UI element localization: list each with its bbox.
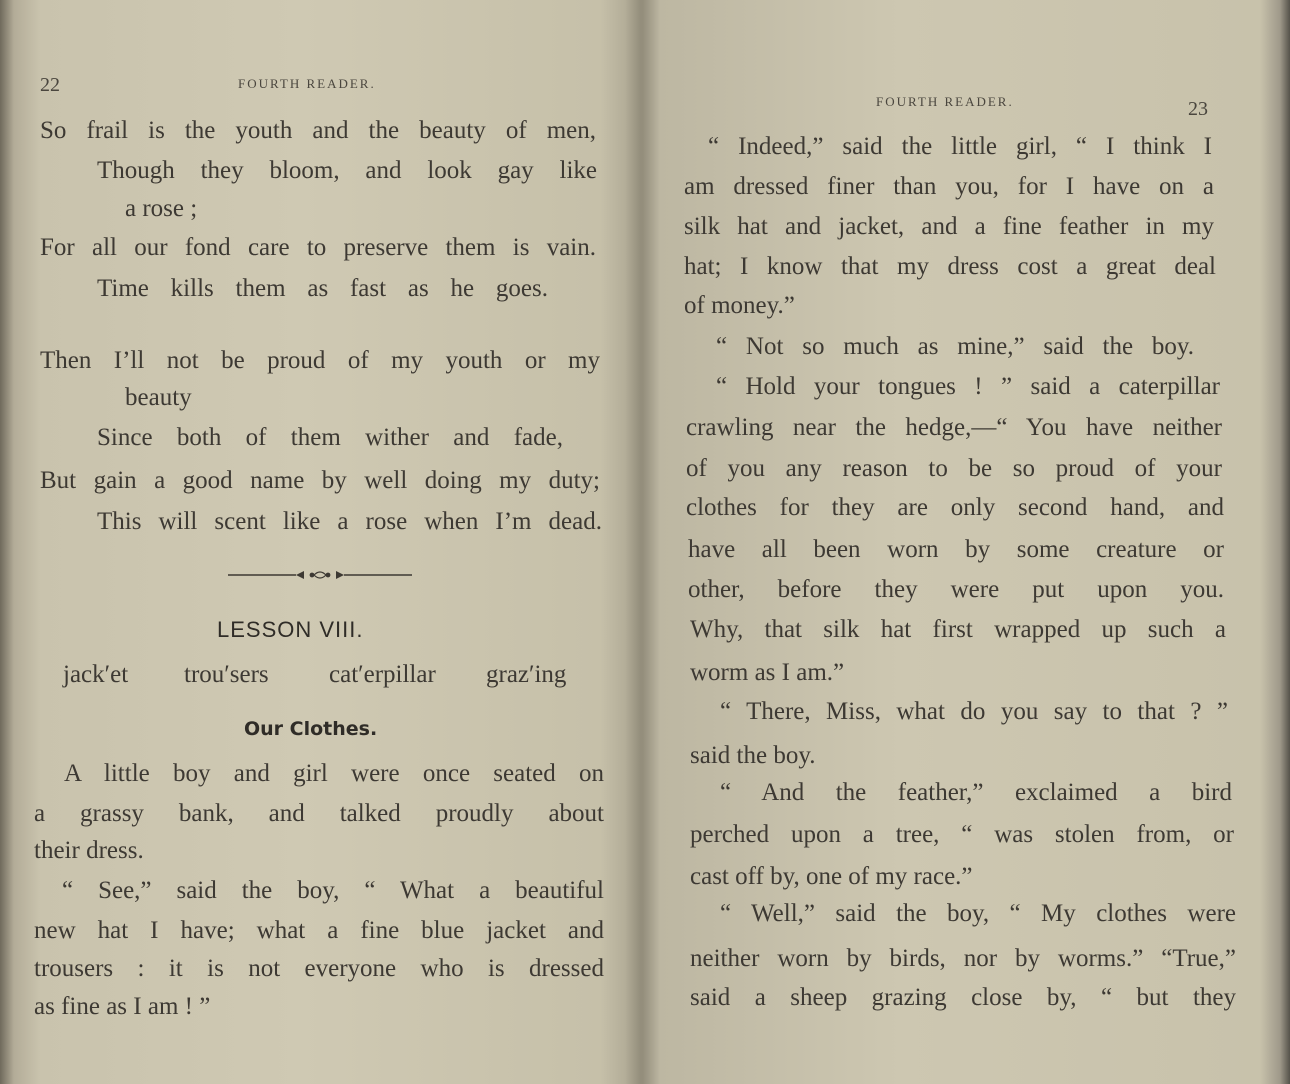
prose-line: cast off by, one of my race.” [690,863,973,890]
poem-line: Since both of them wither and fade, [97,424,563,451]
prose-line: of money.” [684,292,795,319]
vocabulary-word: cat′erpillar [329,661,436,688]
prose-line: worm as I am.” [690,659,845,686]
prose-line: other, before they were put upon you. [688,576,1224,603]
prose-line: “ Well,” said the boy, “ My clothes were [720,900,1236,927]
page-number: 22 [40,74,60,96]
prose-line: “ Hold your tongues ! ” said a caterpillar [716,373,1220,400]
prose-line: crawling near the hedge,—“ You have neither [686,414,1222,441]
poem-line: So frail is the youth and the beauty of men, [40,117,596,144]
poem-line: This will scent like a rose when I’m dead. [97,508,602,535]
poem-line: a rose ; [125,195,198,222]
prose-line: clothes for they are only second hand, and [686,494,1224,521]
ornament-divider-icon [228,568,412,582]
prose-line: A little boy and girl were once seated on [64,760,604,787]
prose-line: “ Not so much as mine,” said the boy. [716,333,1194,360]
vocabulary-list [63,661,603,693]
running-head: FOURTH READER. [876,94,1014,109]
poem-line: For all our fond care to preserve them is vain. [40,234,596,261]
page-number: 23 [1188,98,1208,120]
prose-line: trousers : it is not everyone who is dressed [34,955,604,982]
prose-line: silk hat and jacket, and a fine feather in my [684,213,1214,240]
prose-line: “ Indeed,” said the little girl, “ I think I [708,133,1212,160]
poem-line: beauty [125,384,192,411]
vocabulary-word: jack′et [63,661,129,688]
left-page [0,0,640,1084]
prose-line: new hat I have; what a fine blue jacket and [34,917,604,944]
prose-line: said a sheep grazing close by, “ but they [690,984,1236,1011]
prose-line: have all been worn by some creature or [688,536,1224,563]
prose-line: Why, that silk hat first wrapped up such a [690,616,1226,643]
vocabulary-word: trou′sers [184,661,269,688]
prose-line: “ There, Miss, what do you say to that ? ” [720,698,1228,725]
prose-line: am dressed finer than you, for I have on a [684,173,1214,200]
prose-line: hat; I know that my dress cost a great deal [684,253,1216,280]
poem-line: Time kills them as fast as he goes. [97,275,548,302]
poem-line: But gain a good name by well doing my duty; [40,467,600,494]
poem-line: Though they bloom, and look gay like [97,157,597,184]
vocabulary-word: graz′ing [486,661,567,688]
prose-line: a grassy bank, and talked proudly about [34,800,604,827]
poem-line: Then I’ll not be proud of my youth or my [40,347,600,374]
prose-line: as fine as I am ! ” [34,993,211,1020]
prose-line: neither worn by birds, nor by worms.” “True,” [690,945,1236,972]
prose-line: “ And the feather,” exclaimed a bird [720,779,1232,806]
prose-line: “ See,” said the boy, “ What a beautiful [62,877,604,904]
prose-line: their dress. [34,837,144,864]
prose-line: of you any reason to be so proud of your [686,455,1222,482]
lesson-title: LESSON VIII. [217,617,364,642]
right-page [650,0,1290,1084]
prose-line: perched upon a tree, “ was stolen from, or [690,821,1234,848]
running-head: FOURTH READER. [238,76,376,91]
prose-line: said the boy. [690,742,816,769]
story-title: Our Clothes. [244,718,378,740]
